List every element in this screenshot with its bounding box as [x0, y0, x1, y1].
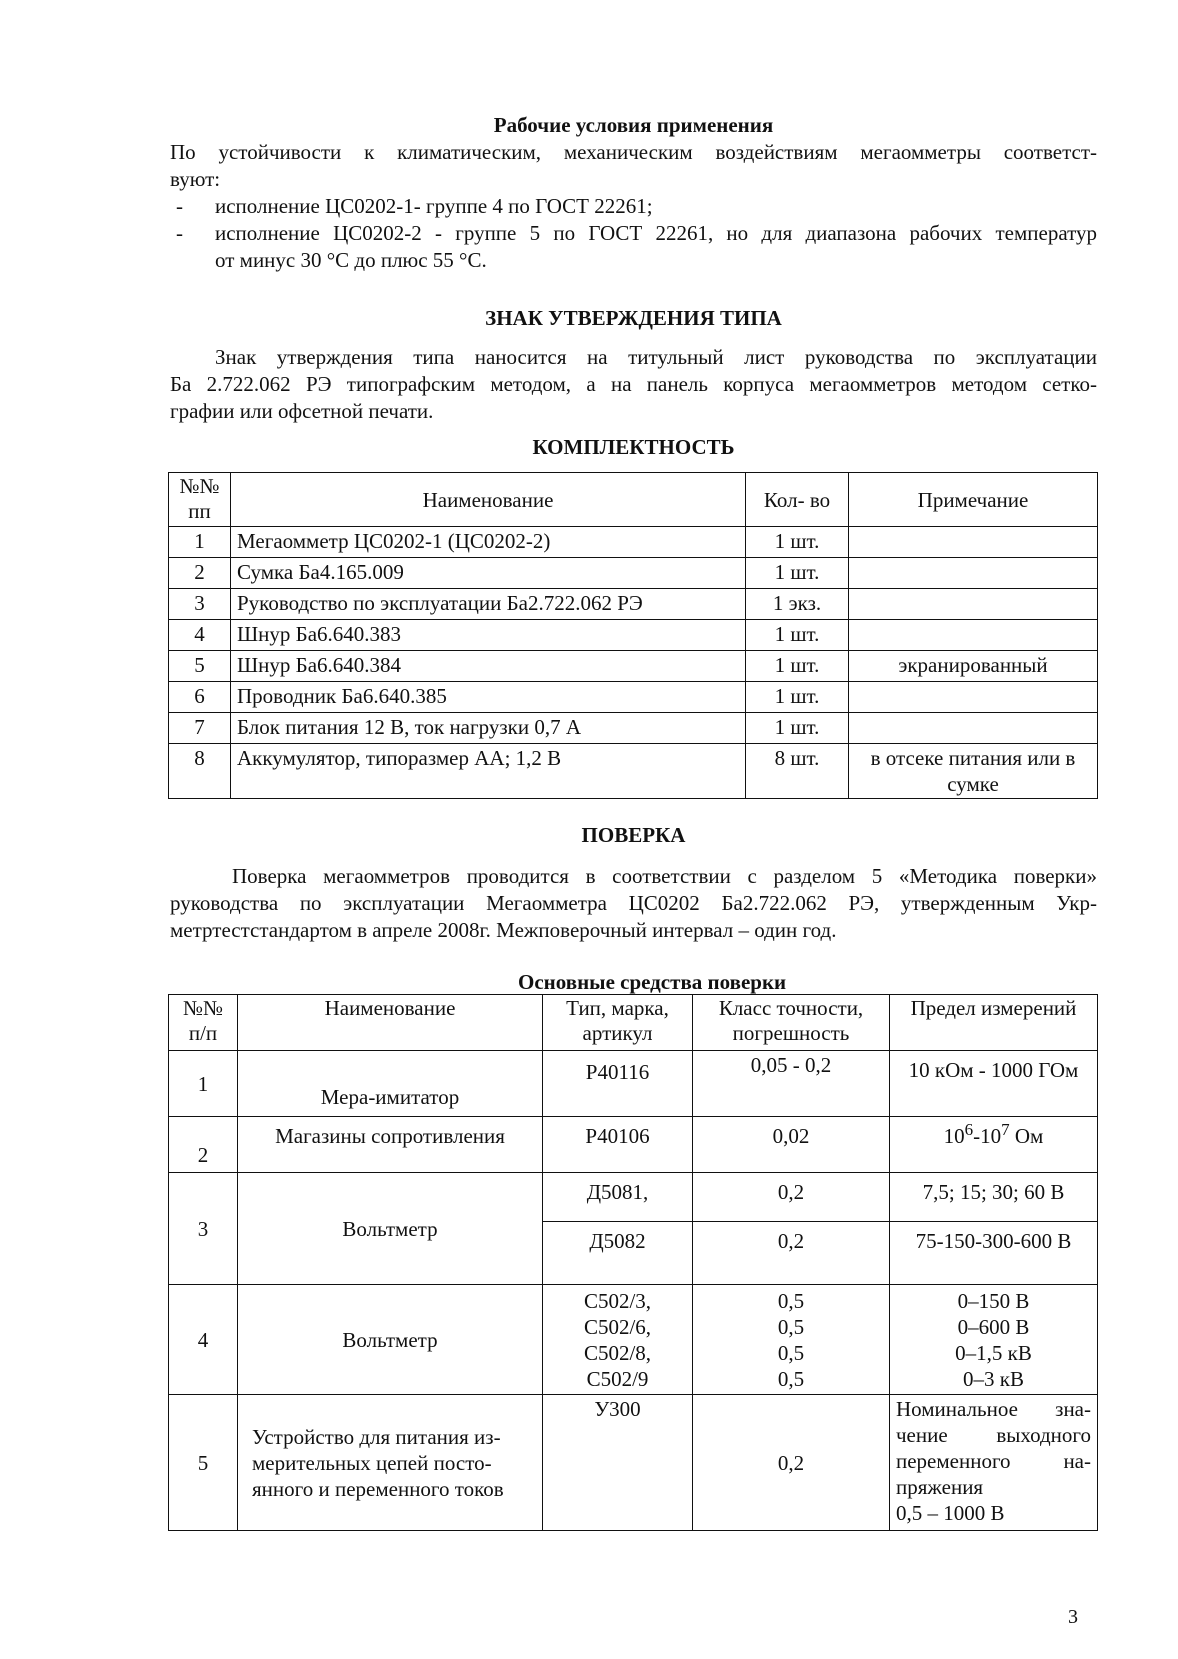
accuracy-b: 0,2 — [777, 1229, 805, 1253]
verification-line-1: Поверка мегаомметров проводится в соответствии с разделом 5 «Методика поверки» — [232, 864, 1097, 888]
ver-header-limit: Предел измерений — [890, 995, 1098, 1051]
limit-item: 0–1,5 кВ — [955, 1341, 1032, 1365]
kit-cell-name: Аккумулятор, типоразмер АА; 1,2 В — [231, 744, 746, 799]
kit-cell-num: 1 — [169, 527, 231, 558]
accuracy-item: 0,5 — [777, 1341, 805, 1365]
limit-dash: - — [973, 1124, 981, 1148]
ver-cell-limit — [890, 1395, 1098, 1531]
ver-cell-name: Вольтметр — [238, 1285, 543, 1395]
type-item: С502/9 — [586, 1367, 649, 1391]
conditions-line-2: вуют: — [170, 167, 221, 191]
conditions-item-text — [215, 220, 1097, 274]
page-number: 3 — [1068, 1606, 1078, 1628]
kit-cell-qty: 1 шт. — [746, 558, 849, 589]
table-row — [169, 713, 1098, 744]
kit-cell-qty: 8 шт. — [746, 744, 849, 799]
kit-cell-note — [849, 682, 1098, 713]
kit-cell-qty: 1 шт. — [746, 682, 849, 713]
kit-cell-note — [849, 713, 1098, 744]
limit-a: 7,5; 15; 30; 60 В — [922, 1180, 1065, 1204]
type-b: Д5082 — [589, 1229, 646, 1253]
list-dash: - — [176, 194, 183, 218]
limit-exp-1: 6 — [964, 1120, 974, 1139]
verification-line-2: руководства по эксплуатации Мегаомметра ЦС0202 Ба2.722.062 РЭ, утвержденным Укр- — [170, 891, 1097, 915]
list-dash: - — [176, 221, 183, 245]
ver-cell-name: Вольтметр — [238, 1173, 543, 1285]
kit-cell-note — [849, 558, 1098, 589]
kit-cell-qty: 1 экз. — [746, 589, 849, 620]
mark-title: ЗНАК УТВЕРЖДЕНИЯ ТИПА — [485, 306, 782, 330]
kit-cell-qty: 1 шт. — [746, 651, 849, 682]
ver-header-name: Наименование — [238, 995, 543, 1051]
table-row — [169, 1173, 1098, 1285]
mark-line-2: Ба 2.722.062 РЭ типографским методом, а на панель корпуса мегаомметров методом сетко- — [170, 372, 1097, 396]
limit-item: 0–600 В — [957, 1315, 1030, 1339]
ver-header-accuracy: Класс точности, погрешность — [693, 995, 890, 1051]
name-line: янного и переменного токов — [252, 1476, 504, 1501]
ver-header-type: Тип, марка, артикул — [543, 995, 693, 1051]
kit-cell-note — [849, 620, 1098, 651]
ver-cell-num: 1 — [169, 1051, 238, 1117]
kit-cell-qty: 1 шт. — [746, 527, 849, 558]
conditions-line-1: По устойчивости к климатическим, механическим воздействиям мегаомметры соответст- — [170, 140, 1097, 164]
ver-cell-accuracy: 0,2 — [693, 1395, 890, 1531]
limit-line: чение выходного — [896, 1423, 1091, 1447]
kit-cell-name: Проводник Ба6.640.385 — [231, 682, 746, 713]
kit-cell-name: Шнур Ба6.640.384 — [231, 651, 746, 682]
verification-line-3: метртестстандартом в апреле 2008г. Межповерочный интервал – один год. — [170, 918, 837, 942]
ver-cell-limit — [890, 1117, 1098, 1173]
conditions-intro — [170, 139, 1097, 193]
ver-cell-accuracy: 0,05 - 0,2 — [693, 1051, 890, 1117]
limit-base-2: 10 — [980, 1124, 1002, 1148]
mark-line-1: Знак утверждения типа наносится на титульный лист руководства по эксплуатации — [215, 345, 1097, 369]
table-row — [169, 1395, 1098, 1531]
limit-exp-2: 7 — [1001, 1120, 1010, 1139]
mark-line-3: графии или офсетной печати. — [170, 399, 434, 423]
verification-table-caption: Основные средства поверки — [518, 970, 787, 994]
conditions-title: Рабочие условия применения — [493, 113, 774, 137]
limit-item: 0–3 кВ — [963, 1367, 1024, 1391]
table-row — [169, 651, 1098, 682]
kit-cell-qty: 1 шт. — [746, 620, 849, 651]
type-item: С502/8, — [583, 1341, 652, 1365]
conditions-item-text: исполнение ЦС0202-1- группе 4 по ГОСТ 22261; — [215, 194, 653, 218]
limit-text — [896, 1396, 1091, 1526]
type-item: С502/6, — [583, 1315, 652, 1339]
ver-cell-type — [543, 1285, 693, 1395]
name-line: мерительных цепей посто- — [252, 1450, 492, 1475]
ver-cell-num: 2 — [169, 1117, 238, 1173]
kit-cell-name: Сумка Ба4.165.009 — [231, 558, 746, 589]
accuracy-item: 0,5 — [777, 1367, 805, 1391]
limit-b: 75-150-300-600 В — [915, 1229, 1072, 1253]
accuracy-item: 0,5 — [777, 1289, 805, 1313]
ver-cell-type — [543, 1173, 693, 1285]
table-row — [169, 527, 1098, 558]
kit-cell-num: 8 — [169, 744, 231, 799]
ver-cell-accuracy: 0,02 — [693, 1117, 890, 1173]
ver-cell-type: Р40116 — [543, 1051, 693, 1117]
table-row — [169, 589, 1098, 620]
accuracy-a: 0,2 — [777, 1180, 805, 1204]
type-a: Д5081, — [586, 1180, 649, 1204]
name-line: Устройство для питания из- — [252, 1424, 501, 1449]
kit-header-qty: Кол- во — [746, 473, 849, 527]
table-row — [169, 682, 1098, 713]
table-row — [169, 620, 1098, 651]
kit-cell-note: в отсеке питания или в сумке — [849, 744, 1098, 799]
limit-base-1: 10 — [943, 1124, 965, 1148]
ver-header-num: №№ п/п — [169, 995, 238, 1051]
kit-cell-name: Мегаомметр ЦС0202-1 (ЦС0202-2) — [231, 527, 746, 558]
kit-cell-num: 3 — [169, 589, 231, 620]
kit-cell-num: 5 — [169, 651, 231, 682]
limit-line: 0,5 – 1000 В — [896, 1501, 1005, 1525]
kit-cell-num: 7 — [169, 713, 231, 744]
limit-line: пряжения — [896, 1475, 984, 1499]
ver-cell-name — [238, 1395, 543, 1531]
kit-table — [168, 472, 1098, 799]
limit-item: 0–150 В — [957, 1289, 1030, 1313]
kit-header-num: №№ пп — [169, 473, 231, 527]
kit-cell-name: Блок питания 12 В, ток нагрузки 0,7 А — [231, 713, 746, 744]
conditions-item-line: от минус 30 °С до плюс 55 °С. — [215, 248, 487, 272]
ver-cell-accuracy — [693, 1173, 890, 1285]
table-row — [169, 1051, 1098, 1117]
conditions-item-line: исполнение ЦС0202-2 - группе 5 по ГОСТ 22261, но для диапазона рабочих температур — [215, 221, 1097, 245]
verification-paragraph — [170, 863, 1097, 944]
ver-cell-name: Мера-имитатор — [238, 1051, 543, 1117]
type-item: С502/3, — [583, 1289, 652, 1313]
limit-line: Номинальное зна- — [896, 1397, 1091, 1421]
table-row — [169, 558, 1098, 589]
kit-cell-note — [849, 527, 1098, 558]
accuracy-item: 0,5 — [777, 1315, 805, 1339]
ver-cell-type: Р40106 — [543, 1117, 693, 1173]
verification-table — [168, 994, 1098, 1531]
kit-cell-name: Шнур Ба6.640.383 — [231, 620, 746, 651]
table-row — [169, 1285, 1098, 1395]
kit-cell-num: 6 — [169, 682, 231, 713]
verification-title: ПОВЕРКА — [581, 823, 686, 847]
verification-header-row — [169, 995, 1098, 1051]
kit-cell-name: Руководство по эксплуатации Ба2.722.062 РЭ — [231, 589, 746, 620]
ver-cell-type: У300 — [543, 1395, 693, 1531]
ver-cell-limit — [890, 1173, 1098, 1285]
ver-cell-limit — [890, 1285, 1098, 1395]
table-row — [169, 1117, 1098, 1173]
kit-cell-num: 4 — [169, 620, 231, 651]
limit-unit: Ом — [1009, 1124, 1044, 1148]
kit-cell-qty: 1 шт. — [746, 713, 849, 744]
kit-header-name: Наименование — [231, 473, 746, 527]
ver-cell-num: 4 — [169, 1285, 238, 1395]
ver-cell-name: Магазины сопротивления — [238, 1117, 543, 1173]
ver-cell-accuracy — [693, 1285, 890, 1395]
ver-cell-num: 3 — [169, 1173, 238, 1285]
table-row — [169, 744, 1098, 799]
limit-line: переменного на- — [896, 1449, 1091, 1473]
kit-header-row — [169, 473, 1098, 527]
ver-cell-limit: 10 кОм - 1000 ГОм — [890, 1051, 1098, 1117]
kit-title: КОМПЛЕКТНОСТЬ — [532, 435, 735, 459]
kit-cell-note: экранированный — [849, 651, 1098, 682]
kit-header-note: Примечание — [849, 473, 1098, 527]
kit-cell-note — [849, 589, 1098, 620]
mark-paragraph — [170, 344, 1097, 425]
kit-cell-num: 2 — [169, 558, 231, 589]
ver-cell-num: 5 — [169, 1395, 238, 1531]
